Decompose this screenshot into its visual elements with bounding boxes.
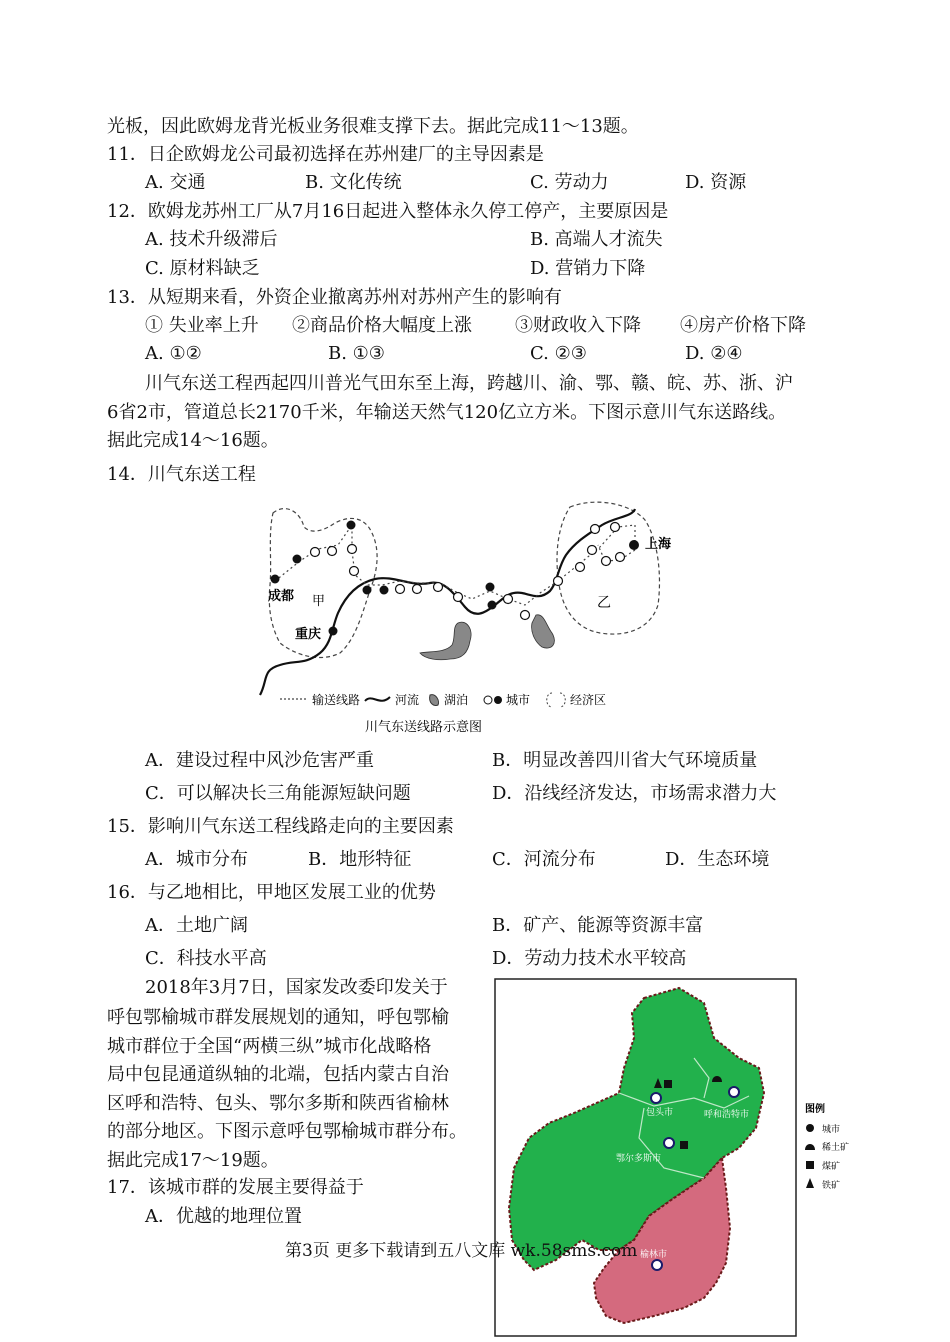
q16-option-d[interactable]: D．劳动力技术水平较高 bbox=[492, 948, 687, 969]
passage3-line5: 区呼和浩特、包头、鄂尔多斯和陕西省榆林 bbox=[107, 1093, 449, 1114]
q14-stem: 14．川气东送工程 bbox=[107, 464, 256, 485]
q17-option-a[interactable]: A．优越的地理位置 bbox=[145, 1206, 302, 1227]
q13-option-a[interactable]: A. ①② bbox=[145, 343, 202, 364]
lake-1 bbox=[420, 622, 471, 660]
passage3-line4: 局中包昆通道纵轴的北端，包括内蒙古自治 bbox=[107, 1064, 449, 1085]
q12-option-b[interactable]: B. 高端人才流失 bbox=[530, 229, 663, 250]
passage3-line6: 的部分地区。下图示意呼包鄂榆城市群分布。 bbox=[107, 1121, 467, 1142]
q11-option-d[interactable]: D. 资源 bbox=[685, 172, 747, 193]
svg-text:城市: 城市 bbox=[506, 693, 531, 707]
passage3-line2: 呼包鄂榆城市群发展规划的通知，呼包鄂榆 bbox=[107, 1007, 449, 1028]
q12-option-d[interactable]: D. 营销力下降 bbox=[530, 258, 646, 279]
q13-option-c[interactable]: C. ②③ bbox=[530, 343, 587, 364]
q11-option-b[interactable]: B. 文化传统 bbox=[305, 172, 402, 193]
q13-item-3: ③财政收入下降 bbox=[515, 315, 641, 336]
lake-2 bbox=[532, 615, 555, 648]
q16-stem: 16．与乙地相比，甲地区发展工业的优势 bbox=[107, 882, 436, 903]
q12-option-c[interactable]: C. 原材料缺乏 bbox=[145, 258, 260, 279]
passage2-line1: 川气东送工程西起四川普光气田东至上海，跨越川、渝、鄂、赣、皖、苏、浙、沪 bbox=[145, 373, 793, 394]
q13-item-2: ②商品价格大幅度上涨 bbox=[292, 315, 472, 336]
q15-stem: 15．影响川气东送工程线路走向的主要因素 bbox=[107, 816, 454, 837]
svg-text:稀土矿: 稀土矿 bbox=[822, 1143, 850, 1153]
label-jia: 甲 bbox=[312, 594, 326, 609]
q16-option-b[interactable]: B．矿产、能源等资源丰富 bbox=[492, 915, 704, 936]
q15-option-c[interactable]: C．河流分布 bbox=[492, 849, 596, 870]
map2-legend-panel bbox=[800, 1100, 870, 1190]
q12-option-a[interactable]: A. 技术升级滞后 bbox=[145, 229, 278, 250]
q13-option-b[interactable]: B. ①③ bbox=[328, 343, 385, 364]
q11-option-c[interactable]: C. 劳动力 bbox=[530, 172, 609, 193]
q13-item-1: ① 失业率上升 bbox=[145, 315, 259, 336]
q12-stem: 12．欧姆龙苏州工厂从7月16日起进入整体永久停工停产，主要原因是 bbox=[107, 201, 669, 222]
passage2-line3: 据此完成14～16题。 bbox=[107, 430, 279, 451]
pipeline-map bbox=[240, 495, 680, 740]
q11-stem: 11．日企欧姆龙公司最初选择在苏州建厂的主导因素是 bbox=[107, 144, 544, 165]
q14-option-a[interactable]: A．建设过程中风沙危害严重 bbox=[145, 750, 374, 771]
label-chengdu: 成都 bbox=[268, 589, 295, 604]
passage2-line2: 6省2市，管道总长2170千米，年输送天然气120亿立方米。下图示意川气东送路线。 bbox=[107, 402, 787, 423]
economic-region-jia bbox=[269, 509, 377, 658]
legend-title: 图例 bbox=[805, 1104, 825, 1115]
passage3-line3: 城市群位于全国“两横三纵”城市化战略格 bbox=[107, 1036, 432, 1057]
q13-item-4: ④房产价格下降 bbox=[680, 315, 806, 336]
q13-stem: 13．从短期来看，外资企业撤离苏州对苏州产生的影响有 bbox=[107, 287, 562, 308]
q15-option-d[interactable]: D．生态环境 bbox=[665, 849, 770, 870]
label-huhehaote: 呼和浩特市 bbox=[704, 1110, 750, 1120]
q16-option-a[interactable]: A．土地广阔 bbox=[145, 915, 248, 936]
q11-option-a[interactable]: A. 交通 bbox=[145, 172, 206, 193]
label-eerduosi: 鄂尔多斯市 bbox=[616, 1154, 662, 1164]
q17-stem: 17．该城市群的发展主要得益于 bbox=[107, 1177, 364, 1198]
passage3-line7: 据此完成17～19题。 bbox=[107, 1150, 279, 1171]
q14-option-c[interactable]: C．可以解决长三角能源短缺问题 bbox=[145, 783, 411, 804]
map1-caption: 川气东送线路示意图 bbox=[365, 720, 483, 735]
q16-option-c[interactable]: C．科技水平高 bbox=[145, 948, 267, 969]
q14-option-d[interactable]: D．沿线经济发达，市场需求潜力大 bbox=[492, 783, 777, 804]
label-shanghai: 上海 bbox=[645, 537, 672, 552]
svg-text:煤矿: 煤矿 bbox=[822, 1162, 841, 1172]
svg-text:城市: 城市 bbox=[822, 1125, 841, 1135]
q15-option-b[interactable]: B．地形特征 bbox=[308, 849, 412, 870]
svg-text:铁矿: 铁矿 bbox=[822, 1181, 841, 1190]
label-chongqing: 重庆 bbox=[295, 627, 322, 642]
label-baotou: 包头市 bbox=[646, 1108, 674, 1118]
intro-line: 光板，因此欧姆龙背光板业务很难支撑下去。据此完成11～13题。 bbox=[107, 116, 639, 137]
svg-text:河流: 河流 bbox=[395, 693, 420, 707]
map1-legend bbox=[280, 692, 606, 707]
label-yi: 乙 bbox=[597, 595, 611, 611]
q15-option-a[interactable]: A．城市分布 bbox=[145, 849, 248, 870]
svg-text:经济区: 经济区 bbox=[570, 693, 607, 707]
label-yulin: 榆林市 bbox=[640, 1250, 668, 1260]
q13-option-d[interactable]: D. ②④ bbox=[685, 343, 743, 364]
city-cluster-map bbox=[494, 978, 800, 1338]
q14-option-b[interactable]: B．明显改善四川省大气环境质量 bbox=[492, 750, 758, 771]
svg-text:湖泊: 湖泊 bbox=[444, 693, 469, 707]
page-footer: 第3页 更多下载请到五八文库 wk.58sms.com bbox=[285, 1241, 638, 1261]
passage3-line1: 2018年3月7日，国家发改委印发关于 bbox=[145, 977, 448, 998]
svg-text:输送线路: 输送线路 bbox=[312, 693, 361, 707]
